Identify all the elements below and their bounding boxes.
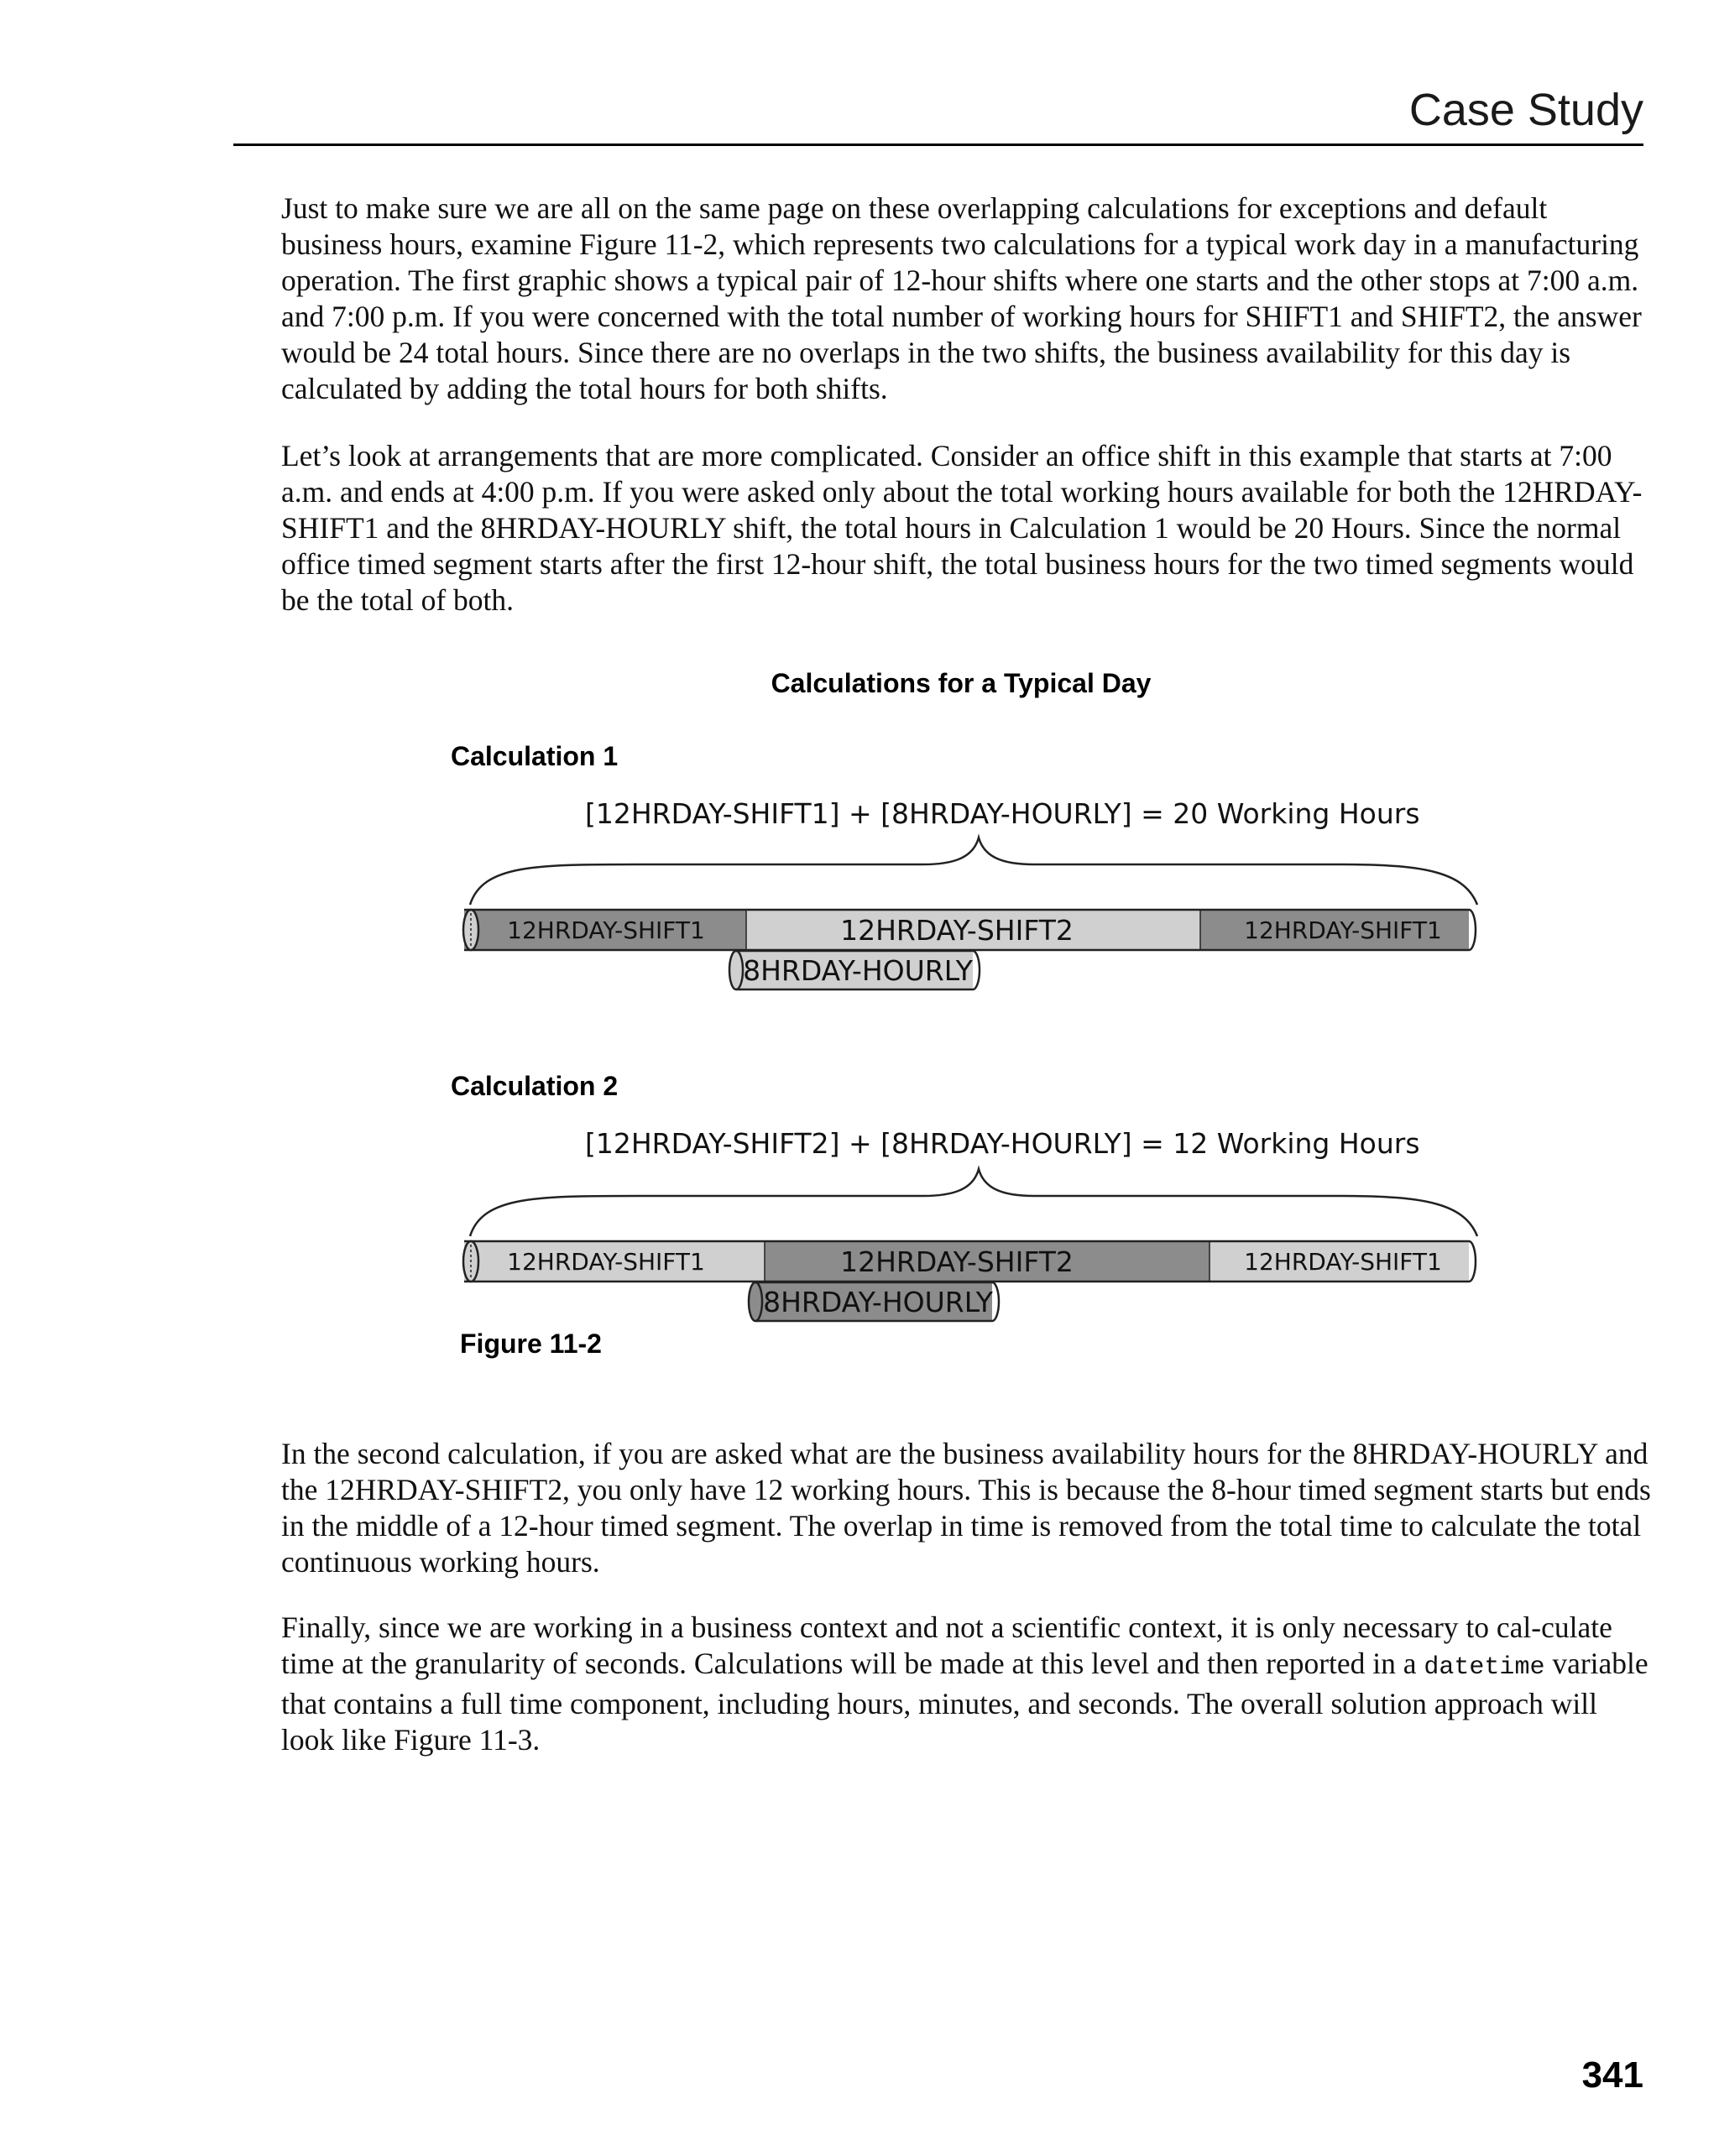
calculation-2-diagram bbox=[463, 1169, 1477, 1321]
figure-caption: Figure 11-2 bbox=[460, 1329, 602, 1359]
calculation-1-segment-hourly-label: 8HRDAY-HOURLY bbox=[743, 954, 973, 987]
paragraph-4 bbox=[281, 1610, 1651, 1758]
calculation-2-segment-right-label: 12HRDAY-SHIFT1 bbox=[1244, 1248, 1442, 1276]
calculation-1-brace bbox=[470, 838, 1477, 905]
calculation-2-brace bbox=[470, 1169, 1477, 1236]
calculation-1-diagram bbox=[463, 838, 1477, 989]
calculation-1-segment-right-label: 12HRDAY-SHIFT1 bbox=[1244, 916, 1442, 944]
paragraph-4-text-after: variable that contains a full time component, including hours, minutes, and seconds. The overall solution approach will look like Figure 11-3. bbox=[281, 1647, 1648, 1757]
calculation-2-segment-left-label: 12HRDAY-SHIFT1 bbox=[507, 1248, 705, 1276]
calculation-2-label: Calculation 2 bbox=[451, 1071, 619, 1101]
running-head: Case Study bbox=[1408, 85, 1643, 135]
inline-code-datetime: datetime bbox=[1424, 1653, 1545, 1682]
calculation-2-formula: [12HRDAY-SHIFT2] + [8HRDAY-HOURLY] = 12 Working Hours bbox=[585, 1127, 1420, 1160]
page-number: 341 bbox=[1581, 2054, 1643, 2096]
paragraph-1: Just to make sure we are all on the same page on these overlapping calculations for exceptions and default business hours, examine Figure 11-2, which represents two calculations for a typical work day in a manufacturing operation. The first graphic shows a typical pair of 12-hour shifts where one starts and the other stops at 7:00 a.m. and 7:00 p.m. If you were concerned with the total number of working hours for SHIFT1 and SHIFT2, the answer would be 24 total hours. Since there are no overlaps in the two shifts, the business availability for this day is calculated by adding the total hours for both shifts. bbox=[281, 191, 1642, 405]
calculation-2-segment-hourly-label: 8HRDAY-HOURLY bbox=[763, 1286, 993, 1318]
paragraph-4-text-before: Finally, since we are working in a business context and not a scientific context, it is only necessary to cal-culate time at the granularity of seconds. Calculations will be made at this level and then reported in a bbox=[281, 1610, 1612, 1680]
calculation-1-segment-left-label: 12HRDAY-SHIFT1 bbox=[507, 916, 705, 944]
paragraph-2: Let’s look at arrangements that are more complicated. Consider an office shift in this example that starts at 7:00 a.m. and ends at 4:00 p.m. If you were asked only about the total working hours available for both the 12HRDAY-SHIFT1 and the 8HRDAY-HOURLY shift, the total hours in Calculation 1 would be 20 Hours. Since the normal office timed segment starts after the first 12-hour shift, the total business hours for the two timed segments would be the total of both. bbox=[281, 439, 1643, 617]
calculation-1-formula: [12HRDAY-SHIFT1] + [8HRDAY-HOURLY] = 20 Working Hours bbox=[585, 797, 1420, 830]
figure-title: Calculations for a Typical Day bbox=[771, 668, 1152, 698]
calculation-1-label: Calculation 1 bbox=[451, 741, 619, 771]
paragraph-3: In the second calculation, if you are asked what are the business availability hours for the 8HRDAY-HOURLY and the 12HRDAY-SHIFT2, you only have 12 working hours. This is because the 8-hour timed segment starts but ends in the middle of a 12-hour timed segment. The overlap in time is removed from the total time to calculate the total continuous working hours. bbox=[281, 1437, 1651, 1579]
calculation-1-segment-middle-label: 12HRDAY-SHIFT2 bbox=[840, 914, 1074, 947]
calculation-2-segment-middle-label: 12HRDAY-SHIFT2 bbox=[840, 1245, 1074, 1278]
